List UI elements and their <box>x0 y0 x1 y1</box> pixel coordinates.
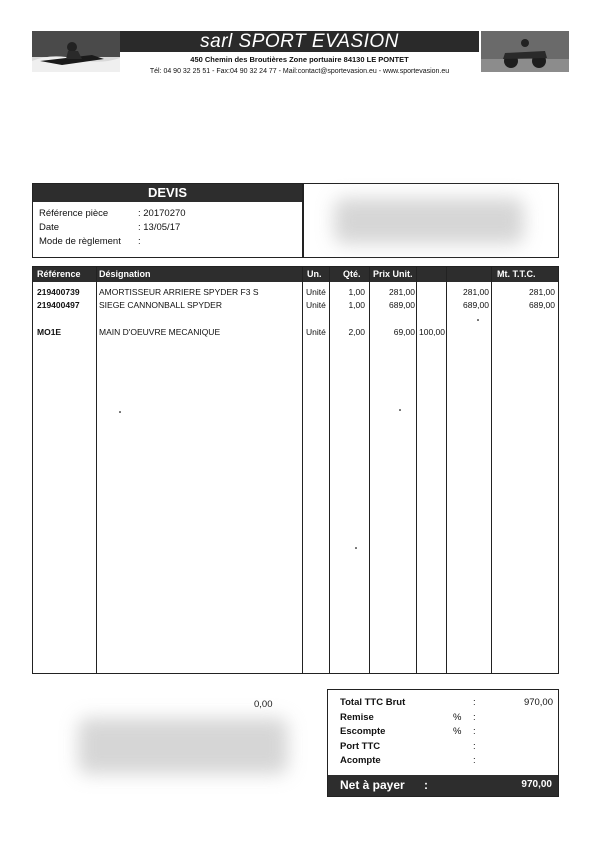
header-quantity: Qté. <box>343 269 361 279</box>
header-unit: Un. <box>307 269 322 279</box>
scan-speck <box>399 409 401 411</box>
column-divider <box>302 267 303 673</box>
field-value-reference: : 20170270 <box>138 208 186 219</box>
row-ref: MO1E <box>37 327 62 337</box>
scan-speck <box>355 547 357 549</box>
company-name: sarl SPORT EVASION <box>120 31 479 52</box>
redacted-bank-info <box>68 710 298 782</box>
remise-label: Remise <box>340 712 374 723</box>
table-header <box>33 267 558 282</box>
devis-title: DEVIS <box>33 184 302 202</box>
row-total: 689,00 <box>529 300 555 310</box>
row-price: 689,00 <box>389 300 415 310</box>
devis-info-box <box>32 183 303 258</box>
header-unit-price: Prix Unit. <box>373 269 413 279</box>
escompte-colon: : <box>473 726 476 737</box>
field-value-date: : 13/05/17 <box>138 222 181 233</box>
total-label: Total TTC Brut <box>340 697 406 708</box>
row-total: 281,00 <box>529 287 555 297</box>
remise-percent: % <box>453 712 462 723</box>
column-divider <box>491 267 492 673</box>
net-value: 970,00 <box>521 779 552 790</box>
row-net: 281,00 <box>463 287 489 297</box>
row-qty: 1,00 <box>348 300 365 310</box>
acompte-colon: : <box>473 755 476 766</box>
row-unit: Unité <box>306 287 326 297</box>
row-designation: AMORTISSEUR ARRIERE SPYDER F3 S <box>99 287 259 297</box>
row-ref: 219400739 <box>37 287 80 297</box>
net-label: Net à payer <box>340 778 405 792</box>
escompte-label: Escompte <box>340 726 386 737</box>
total-value: 970,00 <box>523 697 553 708</box>
header-reference: Référence <box>37 269 81 279</box>
left-amount: 0,00 <box>254 699 273 710</box>
row-unit: Unité <box>306 300 326 310</box>
port-colon: : <box>473 741 476 752</box>
field-label-date: Date <box>39 222 60 233</box>
row-price: 69,00 <box>393 327 415 337</box>
column-divider <box>329 267 330 673</box>
row-price: 281,00 <box>389 287 415 297</box>
net-to-pay-bar <box>328 775 558 796</box>
header-designation: Désignation <box>99 269 151 279</box>
company-address: 450 Chemin des Broutières Zone portuaire 84130 LE PONTET <box>190 55 409 64</box>
row-net: 689,00 <box>463 300 489 310</box>
row-designation: SIEGE CANNONBALL SPYDER <box>99 300 222 310</box>
redacted-client-address <box>334 198 524 244</box>
field-value-payment: : <box>138 236 141 247</box>
row-qty: 2,00 <box>348 327 365 337</box>
scan-speck <box>119 411 121 413</box>
row-unit: Unité <box>306 327 326 337</box>
net-colon: : <box>424 778 428 792</box>
row-ref: 219400497 <box>37 300 80 310</box>
client-address-box <box>303 183 559 258</box>
totals-box <box>327 689 559 797</box>
port-label: Port TTC <box>340 741 381 752</box>
header-total: Mt. T.T.C. <box>497 269 536 279</box>
escompte-percent: % <box>453 726 462 737</box>
row-qty: 1,00 <box>348 287 365 297</box>
total-colon: : <box>473 697 476 708</box>
scan-speck <box>477 319 479 321</box>
column-divider <box>96 267 97 673</box>
items-table <box>32 266 559 674</box>
jetski-photo <box>32 31 120 72</box>
remise-colon: : <box>473 712 476 723</box>
row-extra: 100,00 <box>419 327 445 337</box>
column-divider <box>369 267 370 673</box>
field-label-reference: Référence pièce <box>39 208 109 219</box>
acompte-label: Acompte <box>340 755 381 766</box>
field-label-payment: Mode de règlement <box>39 236 121 247</box>
quad-photo <box>481 31 569 72</box>
column-divider <box>446 267 447 673</box>
company-contact: Tél: 04 90 32 25 51 - Fax:04 90 32 24 77 - Mail:contact@sportevasion.eu - www.sportevasion.eu <box>149 68 450 75</box>
row-designation: MAIN D'OEUVRE MECANIQUE <box>99 327 221 337</box>
